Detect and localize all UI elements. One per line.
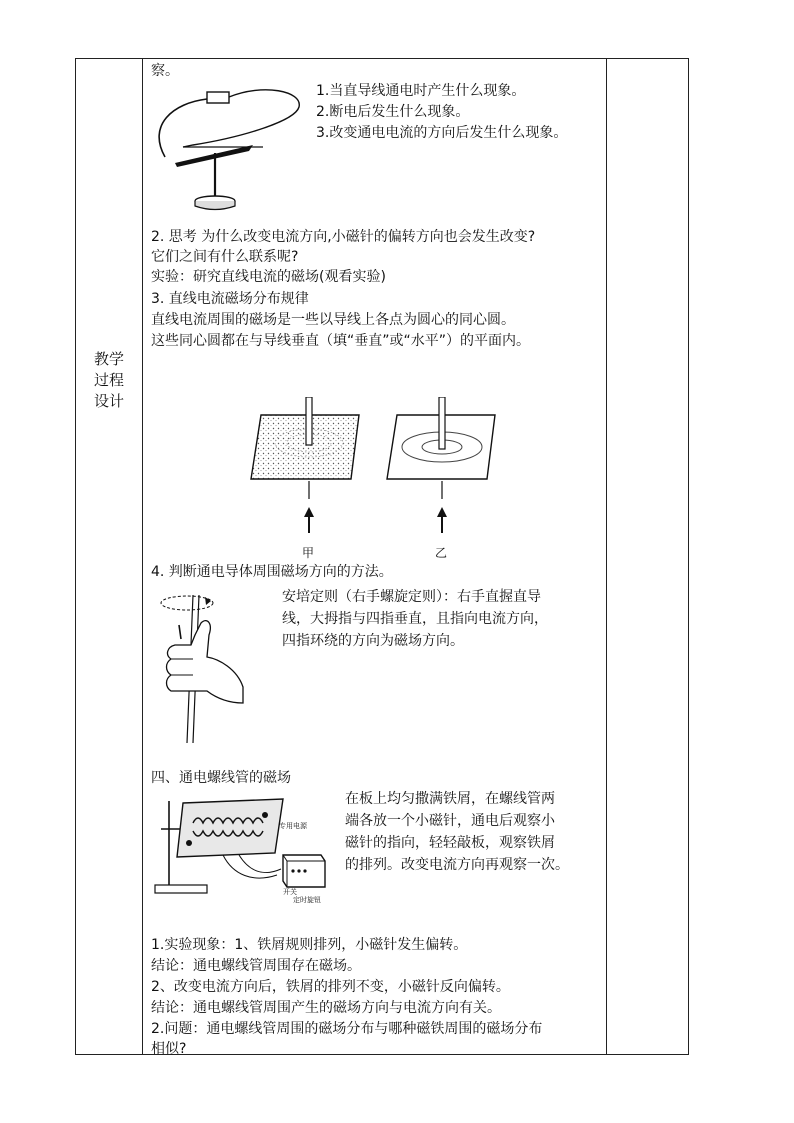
rule-line-2: 这些同心圆都在与导线垂直（填“垂直”或“水平”）的平面内。 <box>151 333 531 349</box>
result-line-3: 2、改变电流方向后，铁屑的排列不变，小磁针反向偏转。 <box>151 979 510 995</box>
rule-line-1: 直线电流周围的磁场是一些以导线上各点为圆心的同心圆。 <box>151 312 515 328</box>
solenoid-text-1: 在板上均匀撒满铁屑，在螺线管两 <box>345 791 555 807</box>
row-label-line: 过程 <box>93 371 124 389</box>
section-3-heading: 3. 直线电流磁场分布规律 <box>151 291 309 307</box>
iron-filings-figure <box>247 397 507 549</box>
solenoid-apparatus-figure <box>153 795 333 897</box>
think-line-1: 2. 思考 为什么改变电流方向,小磁针的偏转方向也会发生改变? <box>151 229 536 245</box>
figure-label-left: 甲 <box>302 546 315 560</box>
solenoid-text-4: 的排列。改变电流方向再观察一次。 <box>345 857 569 873</box>
column-divider-right <box>606 59 607 1054</box>
section-4-heading: 4. 判断通电导体周围磁场方向的方法。 <box>151 564 393 580</box>
lesson-table <box>75 58 689 1055</box>
straight-wire-experiment-figure <box>153 85 303 215</box>
result-line-5: 2.问题：通电螺线管周围的磁场分布与哪种磁铁周围的磁场分布 <box>151 1021 543 1037</box>
row-label <box>76 349 142 412</box>
question-2: 2.断电后发生什么现象。 <box>316 104 470 120</box>
ampere-rule-line-1: 安培定则（右手螺旋定则）：右手直握直导 <box>282 589 541 605</box>
solenoid-text-2: 端各放一个小磁针，通电后观察小 <box>345 813 555 829</box>
right-hand-rule-figure <box>157 587 257 747</box>
power-supply-label: 专用电源 <box>279 822 307 830</box>
ampere-rule-line-3: 四指环绕的方向为磁场方向。 <box>282 633 464 649</box>
column-divider-left <box>142 59 143 1054</box>
row-label-line: 设计 <box>93 392 124 410</box>
row-label-line: 教学 <box>93 350 124 368</box>
result-line-6: 相似? <box>151 1041 187 1057</box>
ampere-rule-line-2: 线，大拇指与四指垂直，且指向电流方向， <box>282 611 548 627</box>
result-line-4: 结论：通电螺线管周围产生的磁场方向与电流方向有关。 <box>151 1000 501 1016</box>
think-line-2: 它们之间有什么联系呢? <box>151 249 299 265</box>
experiment-line: 实验：研究直线电流的磁场(观看实验) <box>151 269 386 285</box>
switch-label: 开关 <box>283 888 297 896</box>
figure-label-right: 乙 <box>435 546 448 560</box>
solenoid-text-3: 磁针的指向，轻轻敲板，观察铁屑 <box>345 835 555 851</box>
question-1: 1.当直导线通电时产生什么现象。 <box>316 83 526 99</box>
solenoid-heading: 四、通电螺线管的磁场 <box>151 770 291 786</box>
result-line-1: 1.实验现象：1、铁屑规则排列，小磁针发生偏转。 <box>151 937 468 953</box>
result-line-2: 结论：通电螺线管周围存在磁场。 <box>151 958 361 974</box>
timer-knob-label: 定时旋钮 <box>293 896 321 904</box>
question-3: 3.改变通电电流的方向后发生什么现象。 <box>316 125 568 141</box>
intro-line: 察。 <box>151 63 179 79</box>
